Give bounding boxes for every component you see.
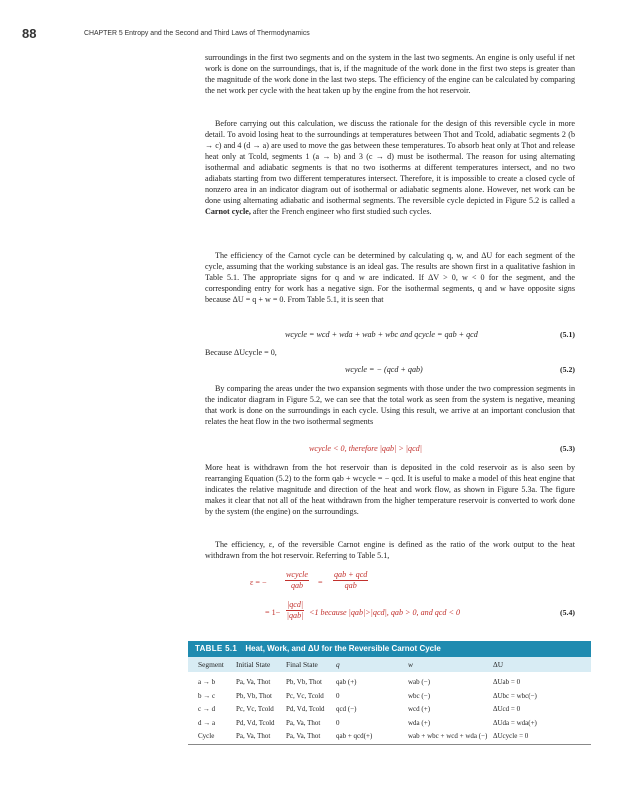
table-cell: wab (−) [408,678,431,686]
table-cell: c → d [198,705,216,713]
numerator: wcycle [286,570,309,579]
fraction [286,600,304,621]
paragraph-text: The efficiency, ε, of the reversible Carnot engine is defined as the ratio of the work output to the heat withdrawn from the hot reservoir. Referring to Table 5.1, [205,540,575,560]
table-cell: Pb, Vb, Thot [286,678,322,686]
header-delta-u: ΔU [493,660,504,669]
table-cell: a → b [198,678,216,686]
table-cell: Pb, Vb, Thot [236,691,272,700]
paragraph-6 [205,539,575,561]
table-bottom-rule [188,744,591,745]
paragraph-1 [205,52,575,96]
table-cell: wbc (−) [408,691,431,700]
table-cell: Pc, Vc, Tcold [236,705,274,713]
equation-body: wcycle < 0, therefore |qab| > |qcd| [309,444,422,453]
header-q: q [336,660,340,669]
table-cell: wcd (+) [408,705,431,713]
table-cell: wda (+) [408,718,431,727]
header-w: w [408,660,413,669]
table-cell: ΔUbc = wbc(−) [493,691,537,700]
because-line [205,347,575,358]
equation-5-2 [205,365,575,376]
key-term: Carnot cycle, [205,207,251,216]
paragraph-5 [205,462,575,517]
table-cell: 0 [336,718,340,727]
table-cell: Cycle [198,732,215,740]
page-number: 88 [22,26,37,41]
table-5-1 [188,641,591,745]
header-initial-state: Initial State [236,660,271,669]
table-cell: qab (+) [336,678,357,686]
table-cell: wab + wbc + wcd + wda (−) [408,732,488,740]
paragraph-3 [205,250,575,305]
chapter-title: CHAPTER 5 Entropy and the Second and Third Laws of Thermodynamics [84,30,310,37]
equation-body: wcycle = − (qcd + qab) [345,365,423,374]
table-cell: Pd, Vd, Tcold [236,718,275,727]
table-cell: Pd, Vd, Tcold [286,705,325,713]
table-cell: 0 [336,691,340,700]
header-final-state: Final State [286,660,318,669]
table-title-bar [188,641,591,657]
paragraph-text: The efficiency of the Carnot cycle can be determined by calculating q, w, and ΔU for each segment of the cycle, assuming that the working substance is an ideal gas. The results are shown first in a qualitative fashion in Table 5.1. The appropriate signs for q and w are indicated. If ΔV > 0, w < 0 for the segment, and the corresponding entry for work has a negative sign. For the isothermal segments, q and w have opposite signs because ΔU = q + w = 0. From Table 5.1, it is seen that [205,251,575,304]
paragraph-text: Before carrying out this calculation, we discuss the rationale for the design of this reversible cycle in more detail. To avoid losing heat to the surroundings at temperatures between Thot and Tcold, adiabatic segments 2 (b → c) and 4 (d → a) are used to move the gas between these temperatures. To absorb heat only at Thot and release heat only at Tcold, segments 1 (a → b) and 3 (c → d) must be isothermal. The reason for using alternating isothermal and adiabatic segments is that no two isotherms at different temperatures intersect, and no two adiabats starting from two different temperatures intersect. Therefore, it is impossible to create a closed cycle of nonzero area in an indicator diagram out of isothermal or adiabatic segments alone. However, net work can be done using alternating adiabatic and isothermal segments. The reversible cycle depicted in Figure 5.2 is called a [205,119,575,205]
table-cell: ΔUab = 0 [493,678,521,686]
equation-5-3 [205,444,575,455]
equation-5-1 [205,330,575,341]
table-cell: d → a [198,718,216,727]
equation-number: (5.2) [560,365,575,374]
equation-body: wcycle = wcd + wda + wab + wbc and qcycle = qab + qcd [285,330,478,339]
paragraph-text: Because ΔUcycle = 0, [205,348,277,357]
equals-sign: = [318,578,323,587]
table-header-row [188,657,591,672]
table-cell: qcd (−) [336,705,357,713]
table-cell: ΔUcycle = 0 [493,732,529,740]
equation-number: (5.4) [560,608,575,617]
fraction [285,570,309,591]
table-cell: qab + qcd(+) [336,732,373,740]
denominator: |qab| [286,611,304,620]
equation-body: <1 because |qab|>|qcd|, qab > 0, and qcd < 0 [309,608,461,617]
equation-lhs: ε = − [250,578,267,587]
table-cell: ΔUcd = 0 [493,705,521,713]
table-cell: Pa, Va, Thot [236,732,271,740]
paragraph-4 [205,383,575,427]
table-cell: Pc, Vc, Tcold [286,691,324,700]
paragraph-2 [205,118,575,217]
table-row [188,717,591,731]
table-row [188,703,591,717]
table-cell: Pa, Va, Thot [286,718,321,727]
table-caption: Heat, Work, and ΔU for the Reversible Carnot Cycle [245,644,441,653]
paragraph-text: More heat is withdrawn from the hot reservoir than is deposited in the cold reservoir as is also seen by rearranging Equation (5.2) to the form qab + wcycle = − qcd. It is useful to make a model of this heat engine that indicates the relative magnitude and direction of the heat and work flow, as shown in Figure 5.3a. The figure makes it clear that not all of the heat withdrawn from the higher temperature reservoir is converted to work done by the system (the engine) on the surroundings. [205,463,575,516]
table-row [188,690,591,704]
fraction [333,570,368,591]
denominator: qab [344,581,357,590]
table-cell: b → c [198,691,216,700]
table-row [188,730,591,744]
equation-5-4-line2 [205,600,575,628]
paragraph-text: surroundings in the first two segments and on the system in the last two segments. An engine is only useful if net work is done on the surroundings, that is, if the magnitude of the work done in the first two steps is greater than the magnitude of the work done in the last two steps. The efficiency of the engine can be calculated by comparing the net work per cycle with the heat taken up by the engine from the hot reservoir. [205,53,575,95]
header-segment: Segment [198,660,224,669]
paragraph-text: By comparing the areas under the two expansion segments with those under the two compression segments in the indicator diagram in Figure 5.2, we can see that the total work as seen from the system is negative, meaning that work is done on the surroundings in each cycle. Using this result, we arrive at an important conclusion that relates the heat flow in the two isothermal segments [205,384,575,426]
table-label: TABLE 5.1 [195,644,238,653]
table-cell: Pa, Va, Thot [236,678,271,686]
numerator: qab + qcd [334,570,368,579]
table-cell: Pa, Va, Thot [286,732,321,740]
denominator: qab [290,581,304,590]
equation-body: = 1− [265,608,281,617]
equation-number: (5.1) [560,330,575,339]
equation-number: (5.3) [560,444,575,453]
numerator: |qcd| [287,600,304,609]
table-cell: ΔUda = wda(+) [493,718,537,727]
paragraph-text: after the French engineer who first studied such cycles. [252,207,432,216]
running-header [22,26,606,42]
equation-5-4-line1 [250,570,450,596]
table-row [188,676,591,690]
